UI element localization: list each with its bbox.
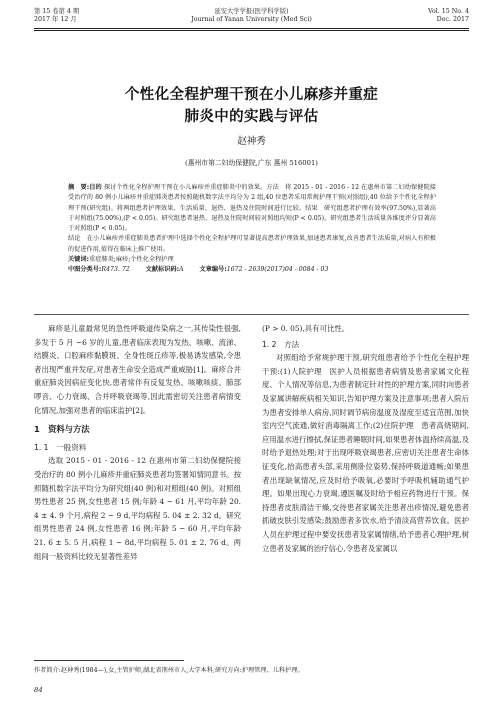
doc-code-label: 文献标识码:: [145, 266, 180, 274]
subsection-heading-methods: 1. 2 方法: [262, 339, 300, 349]
footnote-rule: [34, 660, 184, 661]
author-footnote: 作者简介:赵神秀(1984—),女,主管护师,湖北省荆州市人,大学本科,研究方向:护理管理、儿科护理。: [34, 667, 304, 674]
volume-en: Vol. 15 No. 4: [428, 8, 469, 15]
abstract-label: 摘 要:目的: [68, 184, 102, 191]
keywords-label: 关键词:: [68, 256, 90, 264]
doc-code: A: [179, 266, 184, 274]
journal-name-en: Journal of Yanan University (Med Sci): [191, 16, 312, 24]
abstract-body: 探讨个性化全程护理干预在小儿麻疹并重症肺炎中的效果。方法 将 2015 - 01 - 2016 - 12 在惠州市第二妇幼保健院接受治疗的 80 例小儿麻疹并重症肺炎患者按照随机数字法平均分为 2 组,40 位患者采用常规护理干预(对照组),40 位给予个性化全程护理干预(研究组)。将两组患者护理效果、生活质量、退热、退热及住院时间进行比较。结果 研究组患者护理有效率(97.50%),显著高于对照组(75.00%),(P < 0.05)。研究组患者退热、退热及住院时间较对照组均短(P < 0.05)。研究组患者生活质量各维度评分显著高于对照组(P < 0.05)。: [68, 184, 436, 233]
classification-line: [68, 265, 436, 275]
page-number: 84: [34, 686, 43, 694]
intro-paragraph: 麻疹是儿童最常见的急性呼吸道传染病之一,其传染性很强,多发于 5 月 ~6 岁的儿童,患者临床表现为发热、咳嗽、流涕、结膜炎、口腔麻疹黏膜斑、全身性斑丘疹等,极易诱发感染,令患者出现严重并发症,对患者生命安全造成严重威胁[1]。麻疹合并重症肺炎因病症变化快,患者常伴有反复发热、咳嗽咳痰、肺部啰音、心力衰竭、合并呼吸衰竭等,因此需密切关注患者病情变化情况,加强对患者的临床监护[2]。: [34, 324, 241, 415]
abstract-rule: [34, 314, 469, 315]
author-affiliation: (惠州市第二妇幼保健院,广东 惠州 516001): [185, 159, 318, 167]
article-title-line-1: 个性化全程护理干预在小儿麻疹并重症: [124, 87, 379, 103]
author-name: 赵神秀: [237, 136, 266, 147]
abstract-conclusion: 结论 在小儿麻疹并重症肺炎患者护理中选择个性化全程护理可显著提高患者护理效果,加速患者康复,改善患者生活质量,对病人有积极的促进作用,值得在临床上推广使用。: [68, 235, 436, 253]
general-data-paragraph: 选取 2015 - 01 - 2016 - 12 在惠州市第二妇幼保健院接受治疗的 80 例小儿麻疹并重症肺炎患者均签署知情同意书。按照随机数字法平均分为研究组(40 例)和对照组(40 例)。对照组男性患者 25 例,女性患者 15 例;年龄 4 ~ 61 月,平均年龄 20. 4 ± 4. 9 个月,病程 2 ~ 9 d,平均病程 5. 04 ± 2. 32 d。研究组男性患者 24 例,女性患者 16 例;年龄 5 ~ 60 月,平均年龄 21. 6 ± 5. 5 月,病程 1 ~ 8d,平均病程 5. 01 ± 2. 76 d。两组间一般资料比较无显著性差异: [34, 456, 241, 561]
clc-code: R473. 72: [101, 266, 130, 274]
body-left-column: [34, 322, 241, 563]
article-number: 1672 - 2639(2017)04 - 0084 - 03: [226, 266, 329, 274]
keywords: 重症肺炎;麻疹;个性化全程护理: [89, 256, 174, 264]
abstract-block: [68, 183, 436, 276]
article-no-label: 文章编号:: [199, 266, 227, 274]
issue-volume: 第 15 卷第 4 期: [34, 8, 80, 15]
article-title-line-2: 肺炎中的实践与评估: [184, 109, 319, 125]
body-right-column: [262, 322, 469, 555]
journal-name-zh: 延安大学学报(医学科学版): [214, 8, 289, 15]
section-heading: 1 资料与方法: [34, 424, 90, 435]
continued-paragraph: (P > 0. 05),具有可比性。: [262, 324, 350, 333]
header-rule: [34, 28, 469, 29]
subsection-heading: 1. 1 一般资料: [34, 442, 87, 452]
date-en: Dec. 2017: [436, 16, 469, 24]
header-rule-thin: [34, 30, 469, 31]
clc-label: 中图分类号:: [68, 266, 102, 274]
issue-date: 2017 年 12 月: [34, 16, 77, 24]
journal-volume-header: [428, 8, 469, 24]
methods-paragraph: 对照组给予常规护理干预,研究组患者给予个性化全程护理干预:(1)人院护理 医护人员根据患者病情及患者家属文化程度、个人情况等信息,为患者制定针对性的护理方案,同时向患者及家属讲解疾病相关知识,告知护理方案及注意事项;患者入院后为患者安排单人病房,同时调节病房温度及湿度至适宜范围,加快室内空气流通,做好消毒隔离工作;(2)住院护理 患者高烧期间,应用温水进行擦拭,保证患者睡眠时间,如果患者体温持续高温,及时给予退热处理;对于出现呼吸衰竭患者,应密切关注患者生命体征变化,抬高患者头部,采用侧卧位姿势,保持呼吸道通畅;如果患者出现缺氧情况,应及时给予吸氧,必要时予呼吸机辅助通气护理。如果出现心力衰竭,遵医嘱及时给予相应药物进行干预。保持患者皮肤清洁干燥,交待患者家属关注患者出疹情况,避免患者抓破皮肤引发感染;鼓励患者多饮水,给予清淡高营养饮食。医护人员在护理过程中要安抚患者及家属情绪,给予患者心理护理,树立患者及家属的治疗信心,令患者及家属以: [262, 353, 469, 553]
